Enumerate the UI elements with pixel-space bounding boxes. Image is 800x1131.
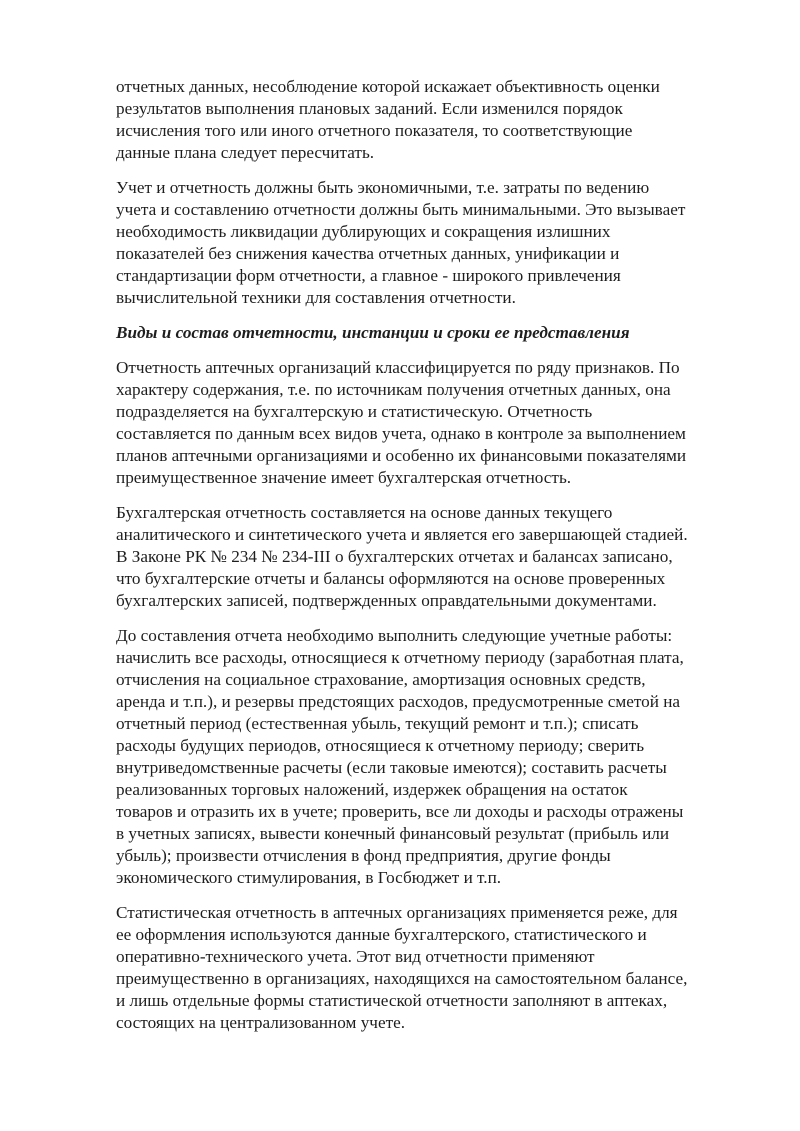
paragraph-economy: Учет и отчетность должны быть экономичными, т.е. затраты по ведению учета и составлению отчетности должны быть минимальными. Это вызывает необходимость ликвидации дублирующих и сокращения излишних показателей без снижения качества отчетных данных, унификации и стандартизации форм отчетности, а главное - широкого привлечения вычислительной техники для составления отчетности. <box>116 178 686 307</box>
paragraph-preparation-work: До составления отчета необходимо выполнить следующие учетные работы: начислить все расходы, относящиеся к отчетному периоду (заработная плата, отчисления на социальное страхование, амортизация основных средств, аренда и т.п.), и резервы предстоящих расходов, предусмотренные сметой на отчетный период (естественная убыль, текущий ремонт и т.п.); списать расходы будущих периодов, относящиеся к отчетному периоду; сверить внутриведомственные расчеты (если таковые имеются); составить расчеты реализованных торговых наложений, издержек обращения на остаток товаров и отразить их в учете; проверить, все ли доходы и расходы отражены в учетных записях, вывести конечный финансовый результат (прибыль или убыль); произвести отчисления в фонд предприятия, другие фонды экономического стимулирования, в Госбюджет и т.п. <box>116 626 684 887</box>
document-page <box>116 76 750 1047</box>
paragraph-classification: Отчетность аптечных организаций классифицируется по ряду признаков. По характеру содержания, т.е. по источникам получения отчетных данных, она подразделяется на бухгалтерскую и статистическую. Отчетность составляется по данным всех видов учета, однако в контроле за выполнением планов аптечными организациями и особенно их финансовыми показателями преимущественное значение имеет бухгалтерская отчетность. <box>116 358 687 487</box>
paragraph-statistical-reports: Статистическая отчетность в аптечных организациях применяется реже, для ее оформления используются данные бухгалтерского, статистического и оперативно-технического учета. Этот вид отчетности применяют преимущественно в организациях, находящихся на самостоятельном балансе, и лишь отдельные формы статистической отчетности заполняют в аптеках, состоящих на централизованном учете. <box>116 903 688 1032</box>
paragraph-accounting-reports: Бухгалтерская отчетность составляется на основе данных текущего аналитического и синтетического учета и является его завершающей стадией. В Законе РК № 234 № 234-III о бухгалтерских отчетах и балансах записано, что бухгалтерские отчеты и балансы оформляются на основе проверенных бухгалтерских записей, подтвержденных оправдательными документами. <box>116 503 688 610</box>
paragraph-data-accuracy: отчетных данных, несоблюдение которой искажает объективность оценки результатов выполнения плановых заданий. Если изменился порядок исчисления того или иного отчетного показателя, то соответствующие данные плана следует пересчитать. <box>116 77 660 162</box>
section-heading: Виды и состав отчетности, инстанции и сроки ее представления <box>116 323 630 342</box>
